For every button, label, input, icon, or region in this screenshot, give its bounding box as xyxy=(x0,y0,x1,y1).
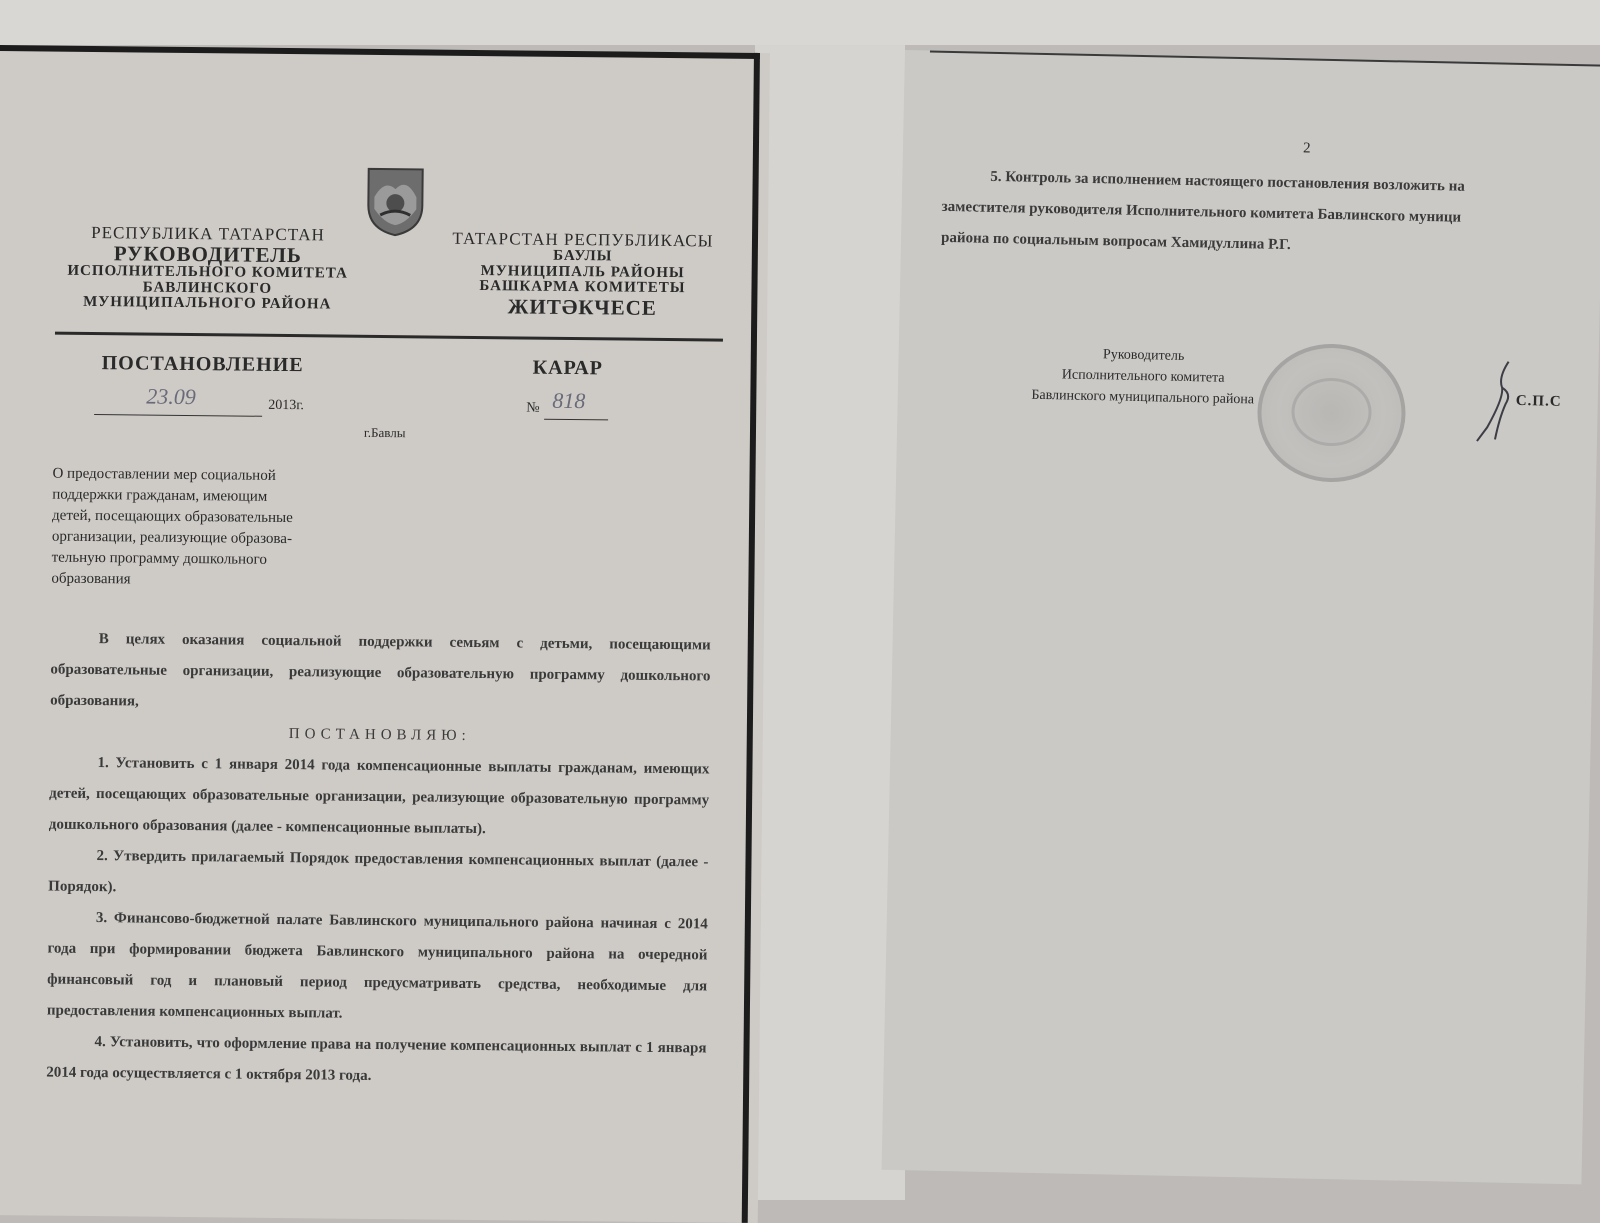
doc-type-tatar: КАРАР xyxy=(532,356,604,380)
date-handwritten: 23.09 xyxy=(146,383,196,410)
item-2: 2. Утвердить прилагаемый Порядок предоставления компенсационных выплат (далее - Порядок). xyxy=(48,848,709,896)
header-right-line1: ТАТАРСТАН РЕСПУБЛИКАСЫ xyxy=(452,228,714,251)
background-gap xyxy=(755,0,905,1200)
item-3: 3. Финансово-бюджетной палате Бавлинского муниципального района начиная с 2014 года при формировании бюджета Бавлинского муниципального района на очередной финансовый год и плановый период предусматривать средства, необходимые для предоставления компенсационных выплат. xyxy=(46,910,708,1022)
number-label: № xyxy=(526,400,540,416)
page-border-right xyxy=(742,53,760,1223)
signatory-line1: Руководитель xyxy=(1102,347,1185,364)
document-body xyxy=(46,624,711,1096)
background-top xyxy=(0,0,1600,45)
header-right-line2: БАУЛЫ xyxy=(553,247,613,265)
header-left-line3: ИСПОЛНИТЕЛЬНОГО КОМИТЕТА xyxy=(67,262,348,282)
item-4: 4. Установить, что оформление права на получение компенсационных выплат с 1 января 2014 года осуществляется с 1 октября 2013 года. xyxy=(46,1034,707,1084)
city: г.Бавлы xyxy=(363,424,406,441)
page-2-top-edge xyxy=(930,51,1600,67)
header-left xyxy=(52,224,363,314)
resolve-heading: ПОСТАНОВЛЯЮ: xyxy=(288,726,471,744)
document-page-2 xyxy=(882,50,1600,1184)
header-right xyxy=(437,230,728,320)
page-border-top xyxy=(0,45,760,59)
header-right-line3: МУНИЦИПАЛЬ РАЙОНЫ xyxy=(480,262,685,281)
item-5-line1: 5. Контроль за исполнением настоящего постановления возложить на xyxy=(990,168,1465,195)
coat-of-arms-icon xyxy=(366,167,425,238)
preamble: В целях оказания социальной поддержки семьям с детьми, посещающими образовательные организации, реализующие образовательную программу дошкольного образования, xyxy=(50,631,711,710)
page-number: 2 xyxy=(1302,140,1311,157)
signer-name: С.П.С xyxy=(1515,392,1562,410)
item-5-line2: заместителя руководителя Исполнительного комитета Бавлинского муници xyxy=(941,198,1462,226)
header-left-line5: МУНИЦИПАЛЬНОГО РАЙОНА xyxy=(83,294,332,313)
document-subject: О предоставлении мер социальной поддержки гражданам, имеющим детей, посещающих образовательные организации, реализующие образова- тельную программу дошкольного образования xyxy=(51,465,293,588)
number-handwritten: 818 xyxy=(552,387,586,414)
signatory-line3: Бавлинского муниципального района xyxy=(1031,387,1255,408)
header-divider xyxy=(55,332,723,342)
year: 2013г. xyxy=(268,397,304,414)
document-page-1 xyxy=(0,45,770,1223)
header-left-line1: РЕСПУБЛИКА ТАТАРСТАН xyxy=(91,222,325,245)
item-1: 1. Установить с 1 января 2014 года компенсационные выплаты гражданам, имеющих детей, посещающих образовательные организации, реализующие образовательную программу дошкольного образования (далее - компенсационные выплаты). xyxy=(48,755,710,838)
seal-emblem xyxy=(1291,377,1372,447)
header-left-line2: РУКОВОДИТЕЛЬ xyxy=(113,241,302,268)
doc-type-russian: ПОСТАНОВЛЕНИЕ xyxy=(101,352,304,377)
item-5-line3: района по социальным вопросам Хамидуллина Р.Г. xyxy=(940,229,1291,254)
header-right-line4: БАШКАРМА КОМИТЕТЫ xyxy=(479,278,686,297)
signatory-block xyxy=(993,342,1294,411)
item-5 xyxy=(940,162,1600,268)
signatory-line2: Исполнительного комитета xyxy=(1061,367,1225,386)
header-right-line5: ЖИТӘКЧЕСЕ xyxy=(507,294,657,320)
header-left-line4: БАВЛИНСКОГО xyxy=(142,279,273,297)
